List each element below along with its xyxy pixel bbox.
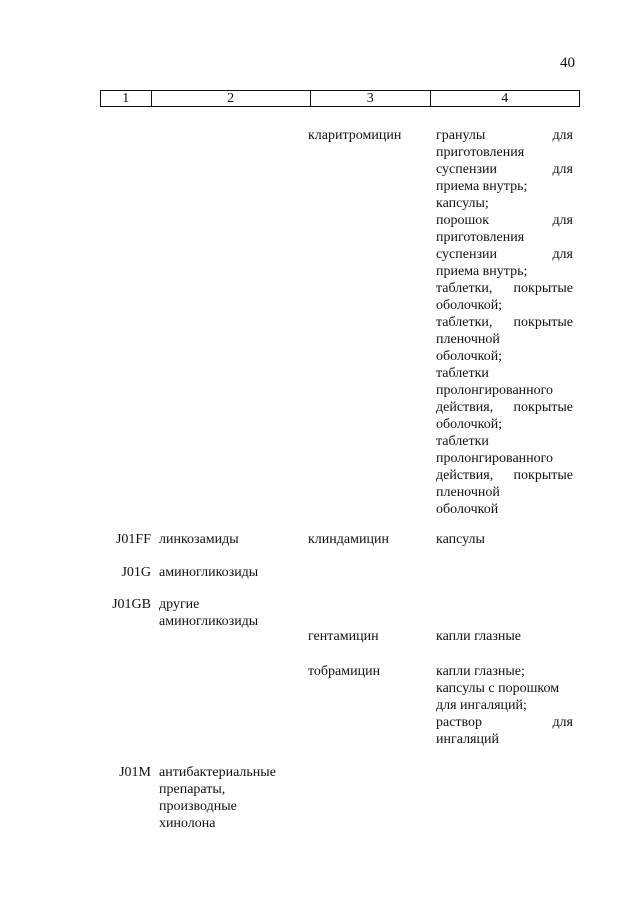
dosage-form-line <box>436 365 573 382</box>
dosage-form-line <box>436 161 573 178</box>
dosage-form-line <box>436 416 573 433</box>
dosage-form-line <box>436 663 573 680</box>
drug-name: клиндамицин <box>308 532 389 547</box>
dosage-form-text: капсулы; <box>436 196 489 211</box>
drug-name: гентамицин <box>308 629 379 644</box>
dosage-form-text: капсулы <box>436 532 485 547</box>
dosage-form-text: таблетки <box>436 366 489 381</box>
dosage-form-text: для <box>552 162 573 177</box>
dosage-form-text: приема внутрь; <box>436 264 528 279</box>
dosage-forms <box>436 127 573 518</box>
group-name-line: производные <box>159 799 237 814</box>
dosage-form-line <box>436 144 573 161</box>
group-name-line: аминогликозиды <box>159 614 259 629</box>
group-name-line: препараты, <box>159 782 226 797</box>
dosage-form-line <box>436 680 573 697</box>
dosage-form-line <box>436 501 573 518</box>
dosage-forms <box>436 628 573 645</box>
dosage-form-text: капли глазные <box>436 629 521 644</box>
atc-code: J01GB <box>112 597 151 612</box>
column-header-table <box>100 90 580 107</box>
column-header-4: 4 <box>430 91 579 107</box>
dosage-form-text: таблетки <box>436 434 489 449</box>
dosage-form-line <box>436 697 573 714</box>
dosage-form-text: действия, <box>436 400 494 415</box>
dosage-form-text: пленочной <box>436 485 500 500</box>
dosage-form-text: капли глазные; <box>436 664 525 679</box>
dosage-form-text: суспензии <box>436 247 497 262</box>
atc-code: J01M <box>119 765 151 780</box>
dosage-form-text: для <box>552 128 573 143</box>
dosage-form-line <box>436 280 573 297</box>
dosage-form-line <box>436 531 573 548</box>
dosage-form-text: порошок <box>436 213 490 228</box>
group-name-line: хинолона <box>159 816 216 831</box>
dosage-form-line <box>436 246 573 263</box>
dosage-form-line <box>436 399 573 416</box>
column-header-1: 1 <box>101 91 152 107</box>
dosage-form-text: пролонгированного <box>436 383 554 398</box>
dosage-forms <box>436 663 573 748</box>
atc-code: J01FF <box>115 532 151 547</box>
dosage-form-line <box>436 263 573 280</box>
atc-code: J01G <box>121 565 151 580</box>
dosage-form-line <box>436 450 573 467</box>
dosage-form-line <box>436 297 573 314</box>
column-header-row <box>101 91 580 107</box>
dosage-form-line <box>436 467 573 484</box>
dosage-form-text: покрытые <box>513 468 573 483</box>
dosage-form-text: капсулы с порошком <box>436 681 560 696</box>
dosage-form-text: приготовления <box>436 145 525 160</box>
page-number: 40 <box>560 55 575 71</box>
dosage-form-text: таблетки, <box>436 281 493 296</box>
dosage-form-line <box>436 178 573 195</box>
dosage-form-line <box>436 212 573 229</box>
dosage-form-line <box>436 714 573 731</box>
dosage-form-line <box>436 348 573 365</box>
dosage-form-text: оболочкой; <box>436 417 503 432</box>
dosage-form-text: оболочкой; <box>436 349 503 364</box>
dosage-form-line <box>436 484 573 501</box>
dosage-form-text: для <box>552 213 573 228</box>
dosage-form-text: покрытые <box>513 400 573 415</box>
column-header-2: 2 <box>151 91 310 107</box>
dosage-form-text: приема внутрь; <box>436 179 528 194</box>
dosage-form-line <box>436 731 573 748</box>
dosage-form-line <box>436 314 573 331</box>
group-name-line: линкозамиды <box>159 532 239 547</box>
dosage-form-text: для ингаляций; <box>436 698 527 713</box>
dosage-form-text: суспензии <box>436 162 497 177</box>
dosage-form-line <box>436 229 573 246</box>
dosage-form-text: покрытые <box>513 281 573 296</box>
dosage-form-text: оболочкой <box>436 502 499 517</box>
group-name <box>159 564 304 581</box>
group-name-line: другие <box>159 597 200 612</box>
dosage-forms <box>436 531 573 548</box>
group-name <box>159 764 304 832</box>
dosage-form-text: пленочной <box>436 332 500 347</box>
dosage-form-line <box>436 195 573 212</box>
dosage-form-line <box>436 382 573 399</box>
dosage-form-text: оболочкой; <box>436 298 503 313</box>
group-name <box>159 531 304 548</box>
dosage-form-text: приготовления <box>436 230 525 245</box>
drug-name: кларитромицин <box>308 128 402 143</box>
dosage-form-line <box>436 331 573 348</box>
group-name-line: антибактериальные <box>159 765 276 780</box>
dosage-form-line <box>436 628 573 645</box>
dosage-form-text: для <box>552 715 573 730</box>
dosage-form-text: таблетки, <box>436 315 493 330</box>
dosage-form-text: действия, <box>436 468 494 483</box>
dosage-form-text: гранулы <box>436 128 486 143</box>
dosage-form-text: ингаляций <box>436 732 499 747</box>
dosage-form-text: пролонгированного <box>436 451 554 466</box>
dosage-form-text: покрытые <box>513 315 573 330</box>
dosage-form-text: для <box>552 247 573 262</box>
dosage-form-line <box>436 433 573 450</box>
column-header-3: 3 <box>310 91 430 107</box>
dosage-form-text: раствор <box>436 715 483 730</box>
group-name-line: аминогликозиды <box>159 565 259 580</box>
group-name <box>159 596 304 630</box>
drug-name: тобрамицин <box>308 664 381 679</box>
dosage-form-line <box>436 127 573 144</box>
